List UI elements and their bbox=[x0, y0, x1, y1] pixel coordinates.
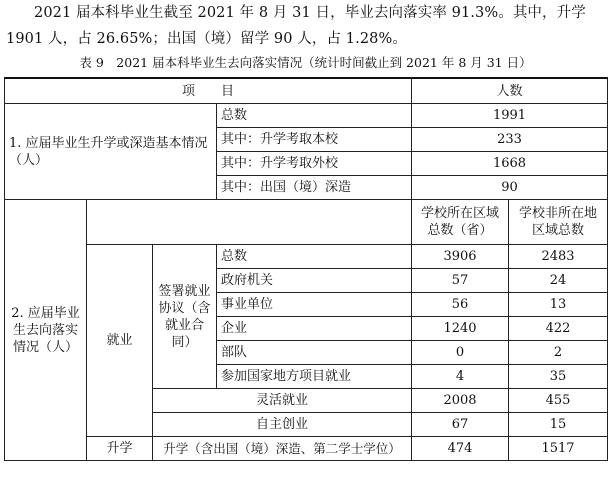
row-local: 67 bbox=[412, 413, 509, 437]
row-nonlocal: 13 bbox=[509, 293, 608, 317]
col-nonlocal-header: 学校非所在地区域总数 bbox=[509, 200, 608, 245]
header-count: 人数 bbox=[412, 78, 608, 104]
row-value: 1668 bbox=[412, 152, 608, 176]
row-nonlocal: 35 bbox=[509, 365, 608, 389]
row-nonlocal: 455 bbox=[509, 389, 608, 413]
row-name: 其中：出国（境）深造 bbox=[217, 176, 412, 200]
row-value: 1991 bbox=[412, 104, 608, 128]
row-name: 企业 bbox=[217, 317, 412, 341]
col-local-header: 学校所在区域总数（省） bbox=[412, 200, 509, 245]
row-name: 总数 bbox=[217, 104, 412, 128]
destination-table bbox=[4, 77, 608, 461]
row-local: 56 bbox=[412, 293, 509, 317]
row-name: 其中：升学考取本校 bbox=[217, 128, 412, 152]
header-item: 项 目 bbox=[5, 78, 412, 104]
blank-cell bbox=[87, 200, 412, 245]
row-local: 57 bbox=[412, 269, 509, 293]
row-nonlocal: 2 bbox=[509, 341, 608, 365]
row-name: 其中：升学考取外校 bbox=[217, 152, 412, 176]
row-local: 4 bbox=[412, 365, 509, 389]
section2-label: 2. 应届毕业生去向落实情况（人） bbox=[5, 200, 87, 461]
table-row bbox=[5, 245, 608, 269]
row-name: 总数 bbox=[217, 245, 412, 269]
row-local: 474 bbox=[412, 437, 509, 461]
employment-label: 就业 bbox=[87, 245, 153, 437]
table-row bbox=[5, 104, 608, 128]
further-name: 升学（含出国（境）深造、第二学士学位） bbox=[153, 437, 412, 461]
row-nonlocal: 2483 bbox=[509, 245, 608, 269]
row-nonlocal: 15 bbox=[509, 413, 608, 437]
row-name: 事业单位 bbox=[217, 293, 412, 317]
row-nonlocal: 1517 bbox=[509, 437, 608, 461]
row-local: 3906 bbox=[412, 245, 509, 269]
row-nonlocal: 24 bbox=[509, 269, 608, 293]
self-employ-label: 自主创业 bbox=[153, 413, 412, 437]
table-caption: 表 9 2021 届本科毕业生去向落实情况（统计时间截止到 2021 年 8 月 31 日） bbox=[79, 55, 532, 70]
intro-paragraph: 2021 届本科毕业生截至 2021 年 8 月 31 日，毕业去向落实率 91.3%。其中，升学 1901 人，占 26.65%；出国（境）留学 90 人，占 1.28%。 bbox=[6, 5, 586, 47]
row-local: 1240 bbox=[412, 317, 509, 341]
row-name: 参加国家地方项目就业 bbox=[217, 365, 412, 389]
section1-label: 1. 应届毕业生升学或深造基本情况（人） bbox=[5, 104, 217, 200]
table-row bbox=[5, 200, 608, 245]
further-label: 升学 bbox=[87, 437, 153, 461]
row-value: 90 bbox=[412, 176, 608, 200]
contract-label: 签署就业协议（含就业合同） bbox=[153, 245, 217, 389]
flexible-label: 灵活就业 bbox=[153, 389, 412, 413]
row-name: 部队 bbox=[217, 341, 412, 365]
row-value: 233 bbox=[412, 128, 608, 152]
row-local: 2008 bbox=[412, 389, 509, 413]
row-local: 0 bbox=[412, 341, 509, 365]
row-name: 政府机关 bbox=[217, 269, 412, 293]
row-nonlocal: 422 bbox=[509, 317, 608, 341]
table-header-row bbox=[5, 78, 608, 104]
table-row bbox=[5, 437, 608, 461]
